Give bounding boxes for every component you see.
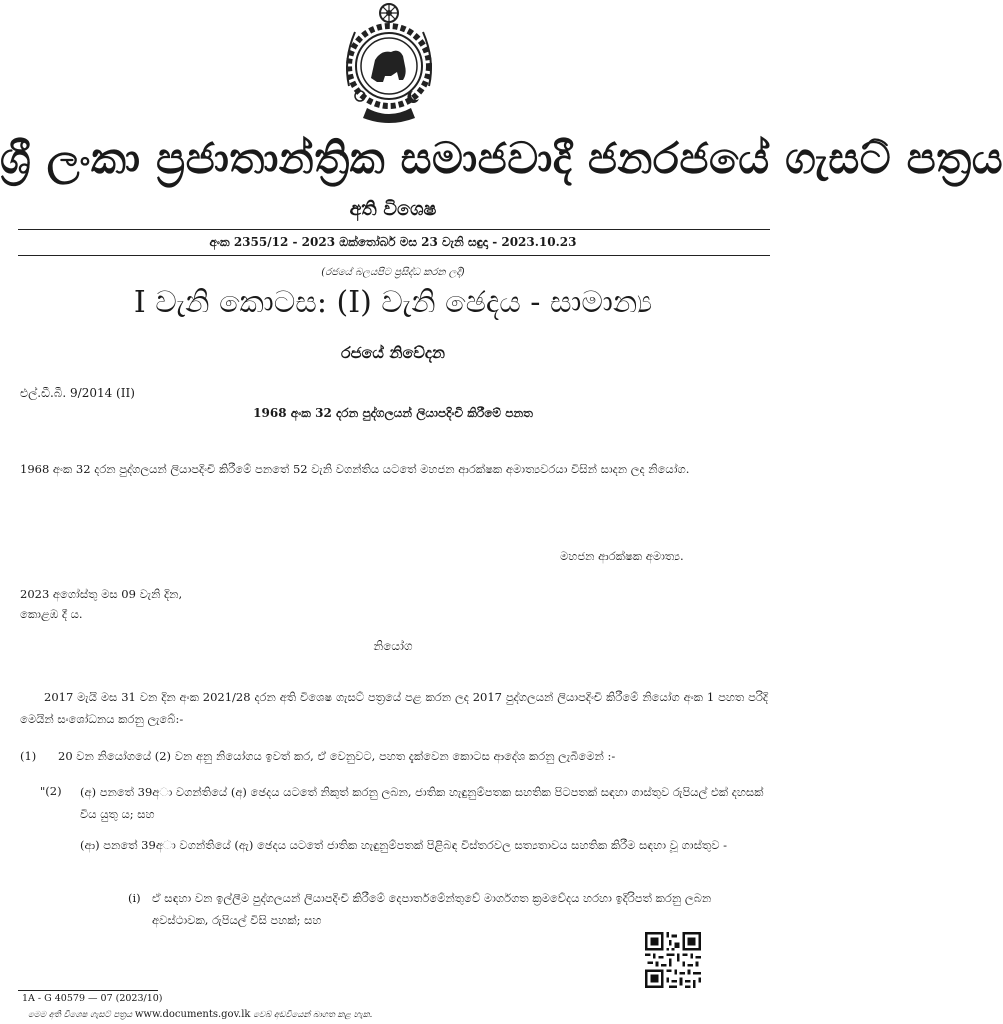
national-emblem-icon (333, 0, 445, 126)
act-title: 1968 අංක 32 දරන පුද්ගලයන් ලියාපදිංචි කිරීමේ පනත (253, 406, 533, 420)
part-title: I වැනි කොටස: (I) වැනි ඡෙදය - සාමාන්‍ය (133, 285, 653, 320)
clause-aa: (ආ) පනතේ 39අා වගන්තියේ (ඇ) ඡෙදය යටතේ ජාතික හැඳුනුම්පතක් පිළිබඳ විස්තරවල සත්‍යතාවය සහතික කිරීම සඳහා වූ ගාස්තුව - (80, 838, 728, 852)
print-code: 1A - G 40579 — 07 (2023/10) (22, 993, 163, 1004)
place-line: කොළඹ දී ය. (20, 607, 83, 621)
documents-website-link[interactable]: www.documents.gov.lk (134, 1009, 251, 1020)
header-divider-bottom (18, 255, 770, 256)
minister-signature: මහජන ආරක්ෂක අමාත්‍ය. (560, 549, 684, 563)
section-heading: රජයේ නිවේදන (341, 343, 445, 362)
sub-regulation-2-number: "(2) (40, 784, 62, 798)
sub-clause-i-number: (i) (128, 891, 141, 905)
date-line: 2023 අගෝස්තු මස 09 වැනි දින, (20, 587, 183, 601)
item-1-text: 20 වන නියෝගයේ (2) වන අනු නියෝගය ඉවත් කර, ඒ වෙනුවට, පහත දැක්වෙන කොටස ආදේශ කරනු ලැබීමෙන් :- (58, 749, 616, 763)
footer-divider (18, 990, 158, 991)
header-divider-top (18, 229, 770, 230)
amendment-intro: 2017 මැයි මස 31 වන දින අංක 2021/28 දරන අති විශෙෂ ගැසට් පත්‍රයේ පළ කරන ලද 2017 පුද්ගලයන් ලියාපදිංචි කිරීමේ නියෝග අංක 1 පහත පරිදි මෙයින් සංශෝධනය කරනු ලැබේ:- (20, 690, 768, 726)
intro-paragraph: 1968 අංක 32 දරන පුද්ගලයන් ලියාපදිංචි කිරීමේ පනතේ 52 වැනි වගන්තිය යටතේ මහජන ආරක්ෂක අමාත්‍යවරයා විසින් සාදන ලද නියෝග. (20, 462, 690, 476)
footer-note-prefix: මෙම අති විශෙෂ ගැසට් පත්‍රය (28, 1010, 135, 1020)
issue-line: අංක 2355/12 - 2023 ඔක්තෝබර් මස 23 වැනි සඳුදා - 2023.10.23 (209, 235, 577, 249)
item-1-number: (1) (20, 749, 37, 763)
gazette-title: ශ්‍රී ලංකා ප්‍රජාතාන්ත්‍රික සමාජවාදී ජනරජයේ ගැසට් පත්‍රය (0, 134, 1003, 184)
footer-note-suffix: වෙබ් අඩවියෙන් බාගත කළ හැක. (250, 1010, 373, 1020)
regulations-heading: නියෝග (373, 639, 413, 653)
sub-clause-i: ඒ සඳහා වන ඉල්ලීම පුද්ගලයන් ලියාපදිංචි කිරීමේ දෙපාර්තමේන්තුවේ මාර්ගගත ක්‍රමවේදය හරහා ඉදිරිපත් කරනු ලබන අවස්ථාවක, රුපියල් විසි පහක්; සහ (152, 891, 712, 927)
extraordinary-label: අති විශෙෂ (349, 198, 437, 220)
clause-a: (අ) පනතේ 39අා වගන්තියේ (අ) ඡෙදය යටතේ නිකුත් කරනු ලබන, ජාතික හැඳුනුම්පතක සහතික පිටපතක් සඳහා ගාස්තුව රුපියල් එක් දහසක් විය යුතු ය; සහ (80, 785, 764, 821)
date-place-block (20, 584, 182, 624)
published-by-line: (රජයේ බලයපිට ප්‍රසිද්ධ කරන ලදී) (321, 267, 465, 278)
reference-number: එල්.ඩී.බී. 9/2014 (II) (20, 386, 135, 400)
qr-code-icon (645, 932, 701, 988)
footer-note (28, 1008, 372, 1022)
